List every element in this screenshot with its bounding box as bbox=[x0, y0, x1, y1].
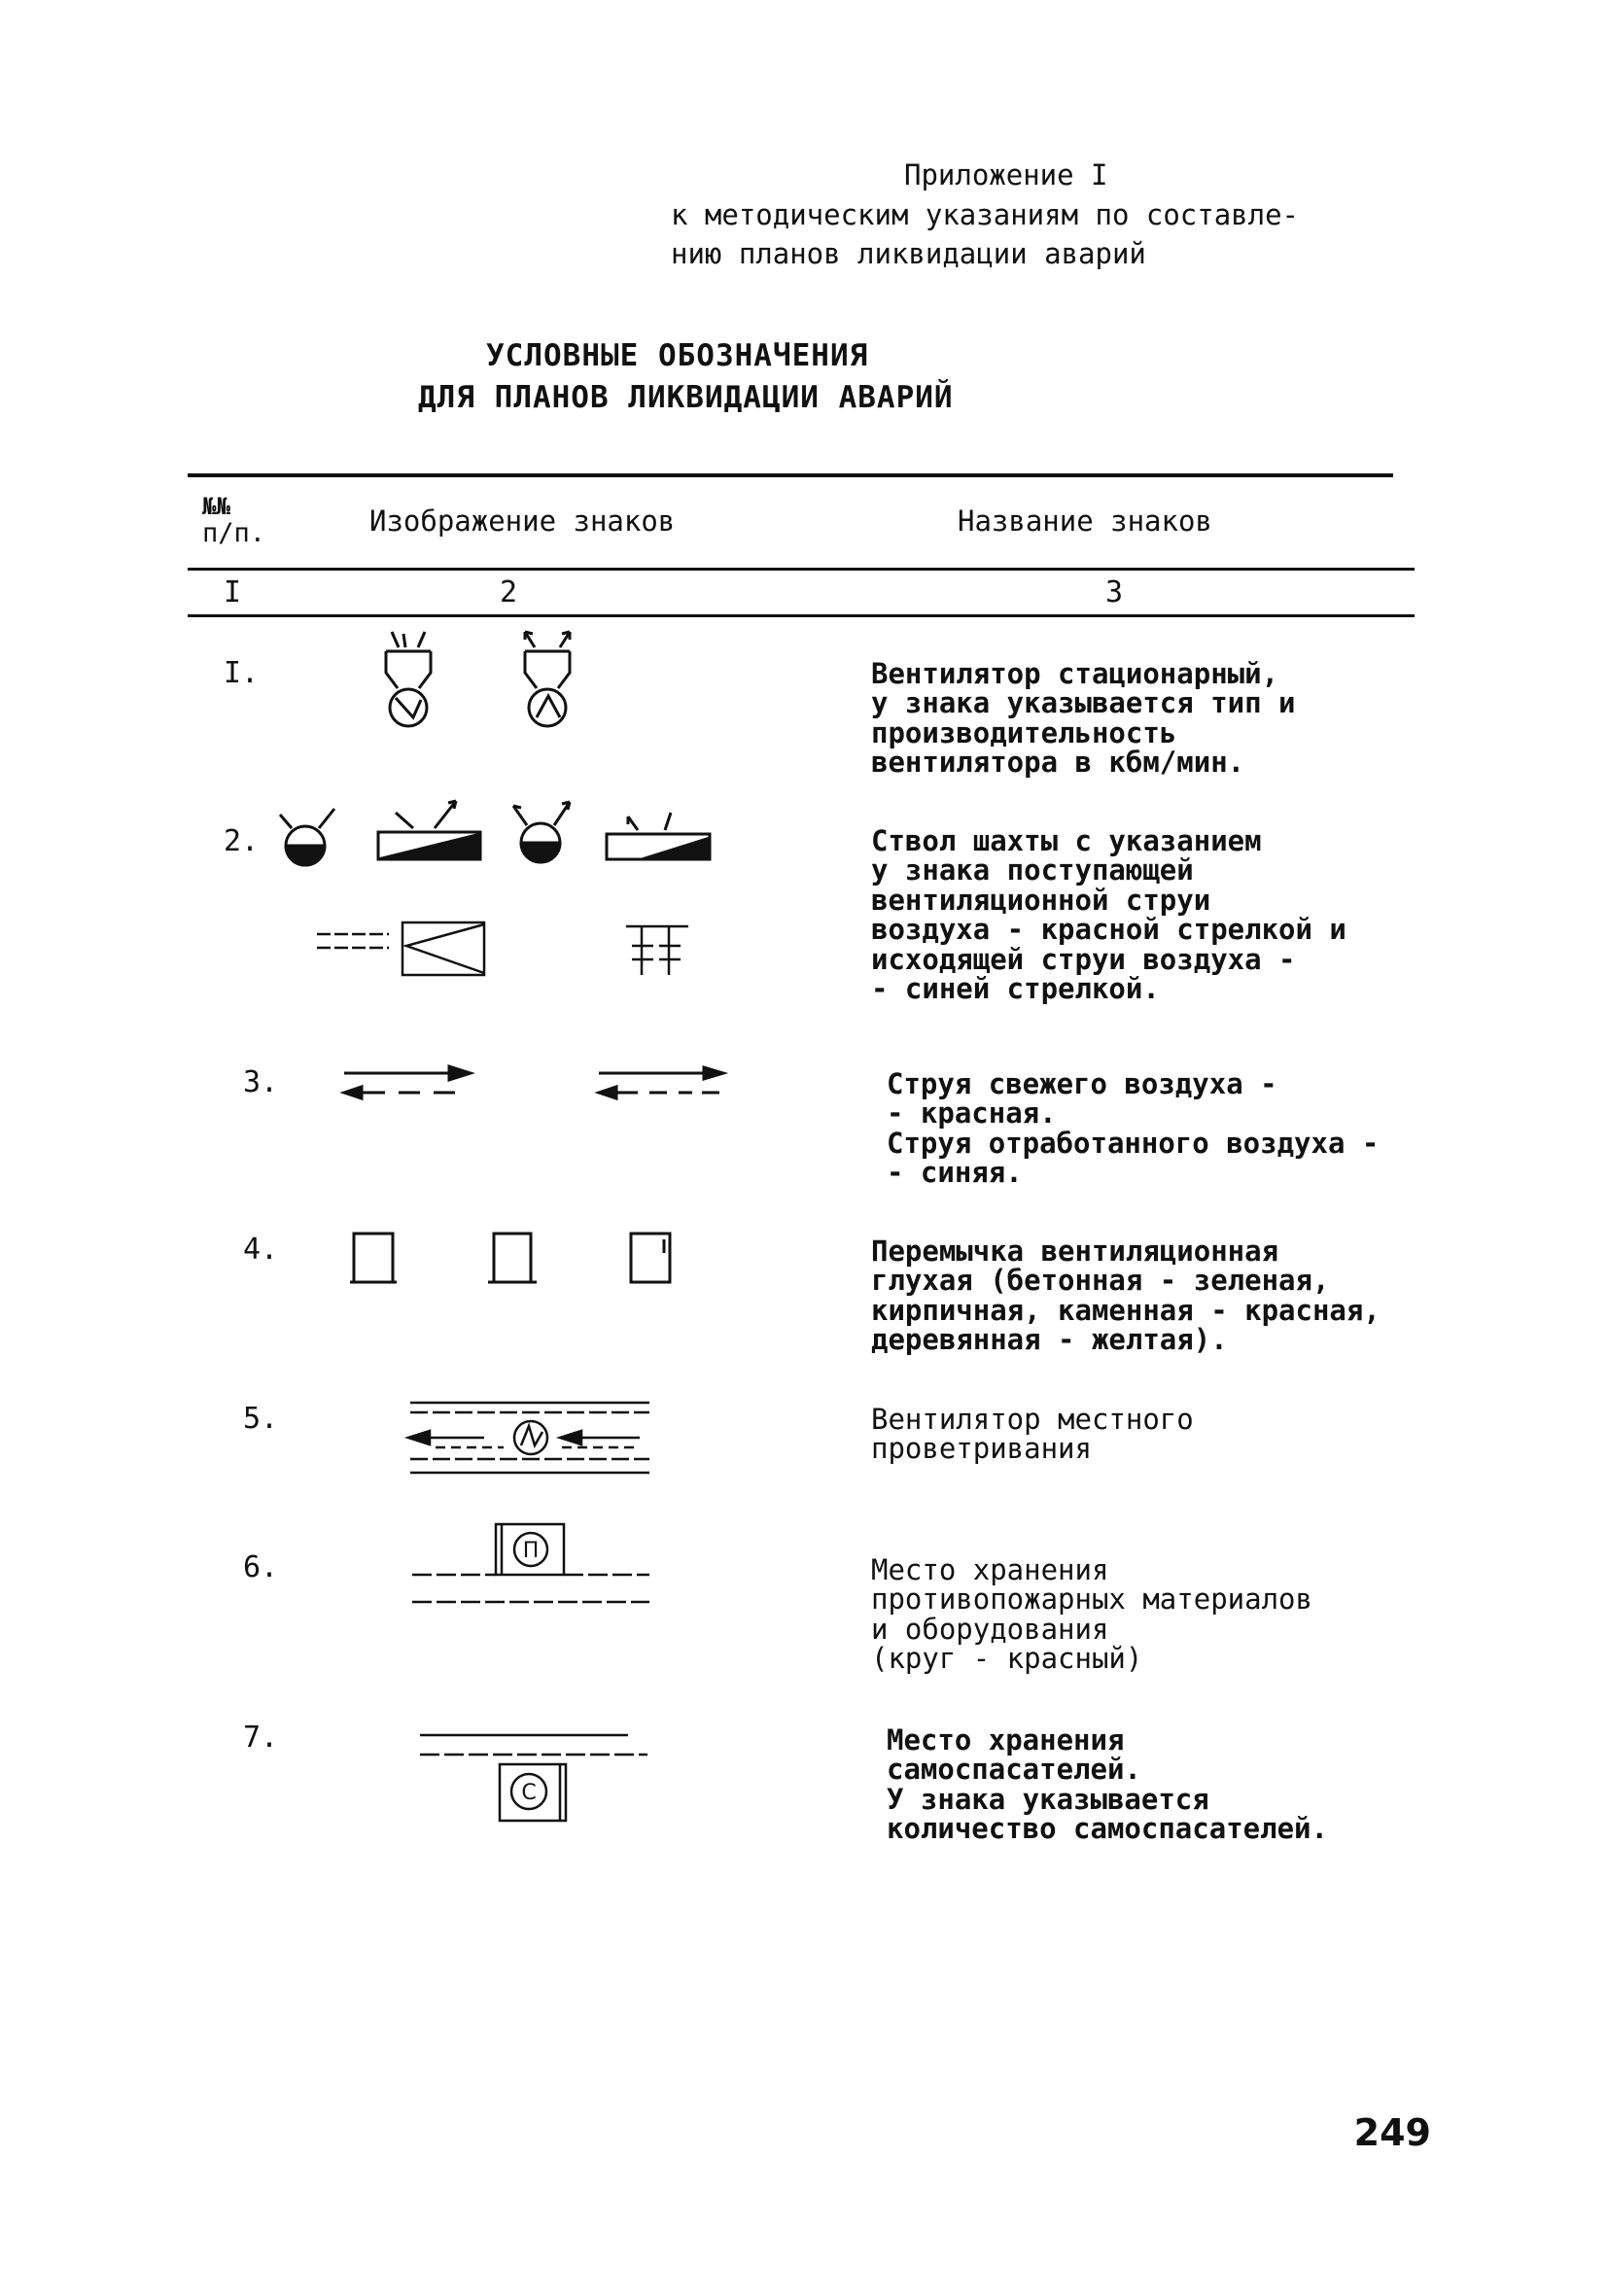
table-header-rule bbox=[188, 568, 1415, 571]
header-name: Название знаков bbox=[958, 504, 1212, 538]
title-line-1: УСЛОВНЫЕ ОБОЗНАЧЕНИЯ bbox=[486, 338, 869, 373]
page-number: 249 bbox=[1353, 2111, 1431, 2154]
stopping-icon bbox=[348, 1230, 401, 1288]
stationary-fan-icon bbox=[513, 622, 581, 734]
row-desc-1: Вентилятор стационарный, у знака указывается тип и производительность вентилятора в кбм/мин. bbox=[871, 657, 1296, 780]
stopping-icon bbox=[625, 1230, 678, 1288]
column-number-rule bbox=[188, 614, 1415, 617]
shaft-inclined-icon bbox=[603, 799, 715, 865]
fresh-air-stream-icon bbox=[340, 1061, 476, 1102]
shaft-airflow-icon bbox=[313, 919, 488, 979]
row-number-1: I. bbox=[224, 656, 260, 690]
header-number-bottom: п/п. bbox=[202, 518, 266, 549]
row-number-5: 5. bbox=[243, 1402, 279, 1436]
row-number-3: 3. bbox=[243, 1065, 279, 1099]
row-desc-4: Перемычка вентиляционная глухая (бетонная - зеленая, кирпичная, каменная - красная, деревянная - желтая). bbox=[871, 1235, 1381, 1357]
row-desc-2: Ствол шахты с указанием у знака поступающей вентиляционной струи воздуха - красной стрелкой и исходящей струи воздуха - - синей стрелкой. bbox=[871, 824, 1346, 1006]
row-desc-6: Место хранения противопожарных материалов и оборудования (круг - красный) bbox=[871, 1553, 1312, 1676]
fire-store-letter: П bbox=[522, 1539, 540, 1563]
local-ventilation-fan-icon bbox=[406, 1395, 654, 1482]
stationary-fan-icon bbox=[374, 622, 442, 734]
self-rescuer-letter: С bbox=[521, 1781, 537, 1805]
row-number-4: 4. bbox=[243, 1233, 279, 1267]
document-title bbox=[418, 335, 954, 420]
row-desc-5: Вентилятор местного проветривания bbox=[871, 1403, 1194, 1466]
appendix-line-2: к методическим указаниям по составле- bbox=[671, 197, 1300, 231]
shaft-round-icon bbox=[506, 783, 578, 870]
row-number-2: 2. bbox=[224, 824, 260, 858]
stopping-icon bbox=[486, 1230, 539, 1288]
row-desc-7: Место хранения самоспасателей. У знака указывается количество самоспасателей. bbox=[887, 1723, 1328, 1846]
header-image: Изображение знаков bbox=[369, 504, 676, 538]
shaft-round-icon bbox=[274, 799, 342, 869]
column-number-3: 3 bbox=[1105, 575, 1124, 609]
self-rescuer-store-icon bbox=[414, 1725, 652, 1832]
header-number bbox=[202, 494, 265, 548]
column-number-2: 2 bbox=[500, 575, 518, 609]
row-number-7: 7. bbox=[243, 1721, 279, 1755]
exhaust-air-stream-icon bbox=[595, 1061, 726, 1102]
fire-equipment-store-icon bbox=[408, 1516, 651, 1614]
shaft-section-icon bbox=[624, 921, 692, 979]
appendix-line-3: нию планов ликвидации аварий bbox=[671, 237, 1146, 271]
shaft-inclined-icon bbox=[374, 795, 486, 865]
appendix-header bbox=[671, 156, 1410, 274]
column-number-1: I bbox=[224, 575, 242, 609]
title-line-2: ДЛЯ ПЛАНОВ ЛИКВИДАЦИИ АВАРИЙ bbox=[418, 380, 954, 416]
appendix-label: Приложение I bbox=[904, 158, 1108, 191]
row-desc-3: Струя свежего воздуха - - красная. Струя отработанного воздуха - - синяя. bbox=[887, 1067, 1380, 1190]
header-number-top: №№ bbox=[202, 493, 230, 520]
table-top-rule bbox=[188, 473, 1393, 477]
row-number-6: 6. bbox=[243, 1550, 279, 1584]
